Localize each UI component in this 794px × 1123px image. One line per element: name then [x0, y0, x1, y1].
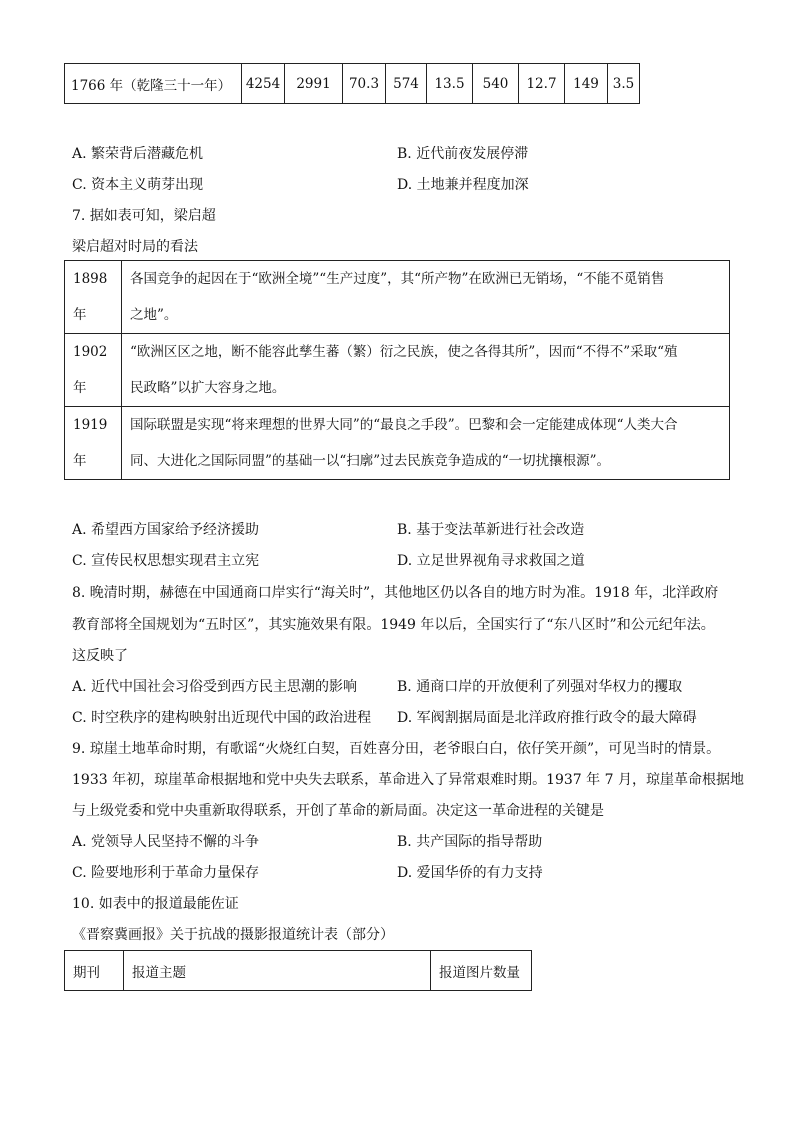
q7-option-d: D. 立足世界视角寻求救国之道 [397, 553, 585, 569]
q8-option-c: C. 时空秩序的建构映射出近现代中国的政治进程 [72, 710, 372, 726]
q7-stem: 7. 据如表可知，梁启超 [72, 208, 216, 224]
q9-option-b: B. 共产国际的指导帮助 [397, 834, 543, 850]
year-line: 1902 [73, 344, 108, 360]
q10-table-title: 《晋察冀画报》关于抗战的摄影报道统计表（部分） [72, 927, 394, 943]
q8-stem-line: 这反映了 [72, 648, 128, 664]
population-data-table [64, 63, 640, 104]
view-cell [122, 407, 730, 480]
photo-report-table [64, 950, 532, 991]
column-header: 报道图片数量 [431, 951, 532, 991]
table-row [65, 407, 730, 480]
column-header: 期刊 [65, 951, 124, 991]
q8-option-d: D. 军阀割据局面是北洋政府推行政令的最大障碍 [397, 710, 697, 726]
table-row [65, 261, 730, 334]
table-cell: 4254 [242, 64, 285, 104]
q9-option-c: C. 险要地形利于革命力量保存 [72, 865, 260, 881]
view-line: 国际联盟是实现“将来理想的世界大同”的“最良之手段”。巴黎和会一定能建成体现“人类大合 [130, 417, 678, 433]
table-cell: 3.5 [608, 64, 640, 104]
q9-option-a: A. 党领导人民坚持不懈的斗争 [72, 834, 260, 850]
view-line: 同、大进化之国际同盟”的基础一以“扫廓”过去民族竞争造成的“一切扰攘根源”。 [130, 453, 611, 469]
table-header-row [65, 951, 532, 991]
q9-stem-line: 9. 琼崖土地革命时期，有歌谣“火烧红白契，百姓喜分田，老爷眼白白，依仔笑开颜”，可见当时的情景。 [72, 741, 721, 757]
table-cell: 70.3 [343, 64, 386, 104]
year-line: 年 [73, 453, 87, 469]
table-cell: 574 [386, 64, 427, 104]
view-line: 各国竞争的起因在于“欧洲全境”“生产过度”，其“所产物”在欧洲已无销场，“不能不觅销售 [130, 271, 665, 287]
q8-option-b: B. 通商口岸的开放便利了列强对华权力的攫取 [397, 679, 683, 695]
view-cell [122, 261, 730, 334]
q7-option-a: A. 希望西方国家给予经济援助 [72, 522, 260, 538]
table-cell: 149 [565, 64, 608, 104]
q9-stem-line: 与上级党委和党中央重新取得联系，开创了革命的新局面。决定这一革命进程的关键是 [72, 803, 604, 819]
view-line: 之地”。 [130, 307, 178, 323]
table-cell: 1766 年（乾隆三十一年） [65, 64, 242, 104]
year-cell [65, 261, 122, 334]
q6-option-b: B. 近代前夜发展停滞 [397, 146, 529, 162]
q8-stem-line: 8. 晚清时期，赫德在中国通商口岸实行“海关时”，其他地区仍以各自的地方时为准。1918 年，北洋政府 [72, 585, 719, 601]
year-line: 年 [73, 307, 87, 323]
q6-option-a: A. 繁荣背后潜藏危机 [72, 146, 204, 162]
year-line: 1898 [73, 271, 108, 287]
q7-option-b: B. 基于变法革新进行社会改造 [397, 522, 585, 538]
q9-option-d: D. 爱国华侨的有力支持 [397, 865, 543, 881]
table-row [65, 64, 640, 104]
table-cell: 2991 [285, 64, 343, 104]
table-cell: 12.7 [519, 64, 565, 104]
table-cell: 13.5 [427, 64, 473, 104]
year-cell [65, 407, 122, 480]
q6-option-d: D. 土地兼并程度加深 [397, 177, 529, 193]
table-cell: 540 [473, 64, 519, 104]
year-line: 1919 [73, 417, 108, 433]
view-line: 民政略”以扩大容身之地。 [130, 380, 286, 396]
q8-stem-line: 教育部将全国规划为“五时区”，其实施效果有限。1949 年以后，全国实行了“东八区时”和公元纪年法。 [72, 617, 715, 633]
q10-stem: 10. 如表中的报道最能佐证 [72, 896, 239, 912]
column-header: 报道主题 [124, 951, 431, 991]
year-line: 年 [73, 380, 87, 396]
view-cell [122, 334, 730, 407]
q6-option-c: C. 资本主义萌芽出现 [72, 177, 204, 193]
liang-qichao-table [64, 260, 730, 480]
q8-option-a: A. 近代中国社会习俗受到西方民主思潮的影响 [72, 679, 358, 695]
q7-table-title: 梁启超对时局的看法 [72, 239, 198, 255]
table-row [65, 334, 730, 407]
q9-stem-line: 1933 年初，琼崖革命根据地和党中央失去联系，革命进入了异常艰难时期。1937 年 7 月，琼崖革命根据地 [72, 772, 744, 788]
q7-option-c: C. 宣传民权思想实现君主立宪 [72, 553, 260, 569]
view-line: “欧洲区区之地，断不能容此孳生蕃（繁）衍之民族，使之各得其所”，因而“不得不”采取“殖 [130, 344, 678, 360]
year-cell [65, 334, 122, 407]
